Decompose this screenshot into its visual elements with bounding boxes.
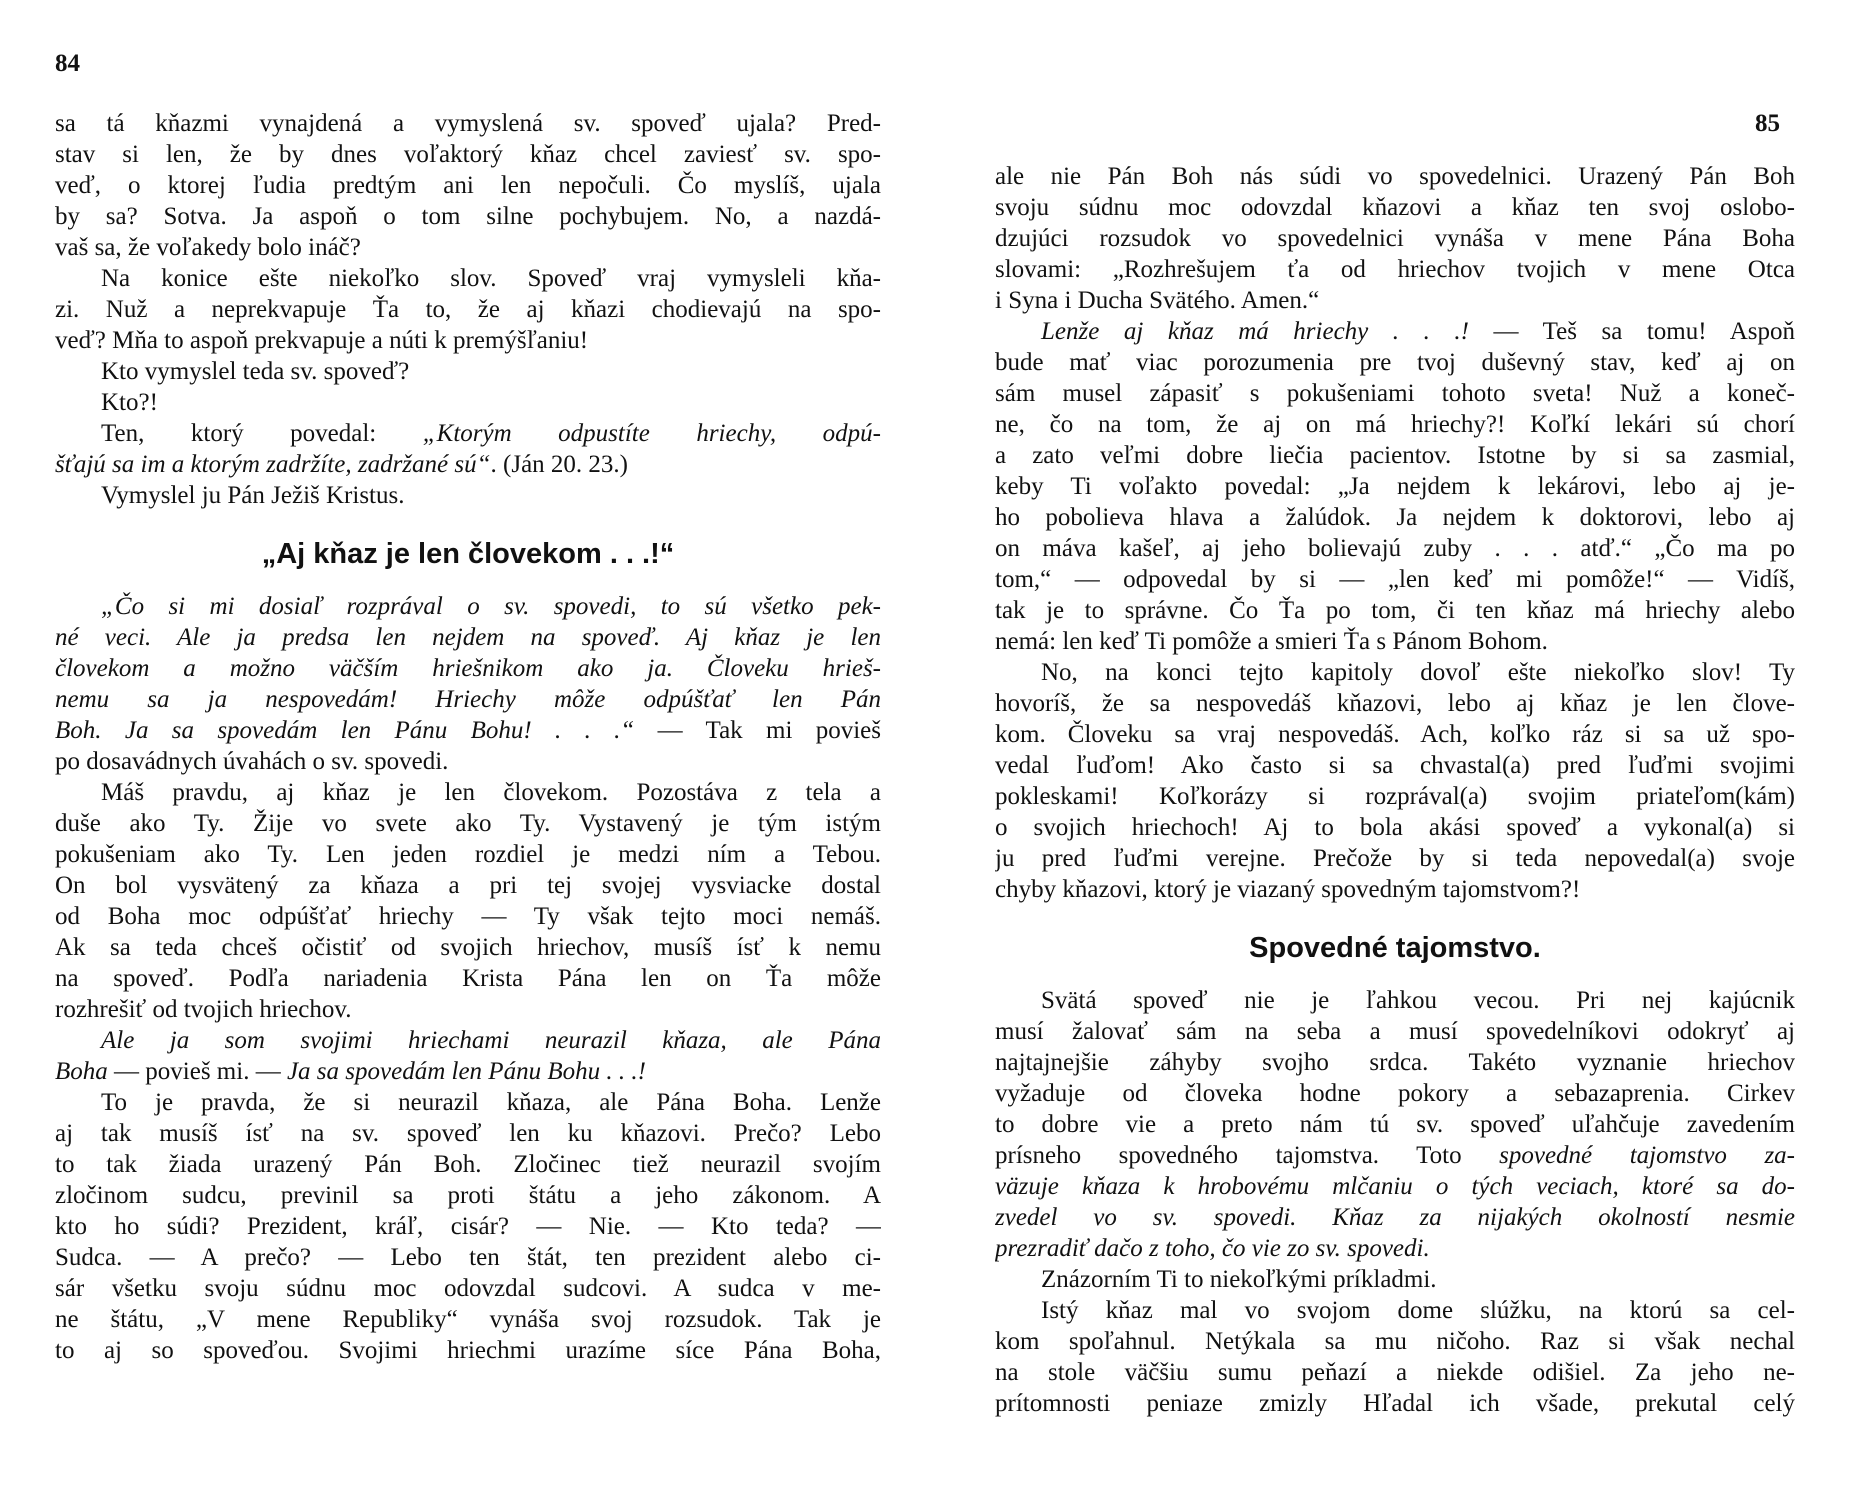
text-run: spovedné tajomstvo za- — [1499, 1142, 1795, 1169]
text-line: na spoveď. Podľa nariadenia Krista Pána len on Ťa môže — [55, 965, 881, 992]
text-line: svoju súdnu moc odovzdal kňazovi a kňaz ten svoj oslobo- — [995, 194, 1795, 221]
text-line: to aj so spoveďou. Svojimi hriechmi urazíme síce Pána Boha, — [55, 1337, 881, 1364]
text-line: né veci. Ale ja predsa len nejdem na spoveď. Aj kňaz je len — [55, 624, 881, 651]
section-heading: „Aj kňaz je len človekom . . .!“ — [261, 538, 675, 570]
text-run: Boh. Ja sa spovedám len Pánu Bohu! . . .“ — [55, 717, 635, 744]
text-line: Kto vymyslel teda sv. spoveď? — [101, 358, 410, 385]
text-line: to tak žiada urazený Pán Boh. Zločinec tiež neurazil svojím — [55, 1151, 881, 1178]
text-line — [55, 1056, 881, 1087]
text-run: — povieš mi. — — [107, 1058, 287, 1085]
text-line: hovoríš, že sa nespovedáš kňazovi, lebo aj kňaz je len člove- — [995, 690, 1795, 717]
text-line: ju pred ľuďmi verejne. Prečože by si teda nepovedal(a) svoje — [995, 845, 1795, 872]
text-line: od Boha moc odpúšťať hriechy — Ty však tejto moci nemáš. — [55, 903, 881, 930]
text-line: stav si len, že by dnes voľaktorý kňaz chcel zaviesť sv. spo- — [55, 141, 881, 168]
text-line: človekom a možno väčším hriešnikom ako ja. Človeku hrieš- — [55, 655, 881, 682]
text-line: Sudca. — A prečo? — Lebo ten štát, ten prezident alebo ci- — [55, 1244, 881, 1271]
text-line: tak je to správne. Čo Ťa po tom, či ten kňaz má hriechy alebo — [995, 597, 1795, 624]
text-line: na stole väčšiu sumu peňazí a niekde odišiel. Za jeho ne- — [995, 1359, 1795, 1386]
text-line: pokušeniam ako Ty. Len jeden rozdiel je medzi ním a Tebou. — [55, 841, 881, 868]
text-line: sár všetku svoju súdnu moc odovzdal sudcovi. A sudca v me- — [55, 1275, 881, 1302]
text-run: Boha — [55, 1058, 108, 1085]
text-line: aj tak musíš ísť na sv. spoveď len ku kňazovi. Prečo? Lebo — [55, 1120, 881, 1147]
text-line: Máš pravdu, aj kňaz je len človekom. Pozostáva z tela a — [101, 779, 881, 806]
text-line: Ale ja som svojimi hriechami neurazil kňaza, ale Pána — [101, 1027, 881, 1054]
bible-reference: . (Ján 20. 23.) — [490, 451, 628, 478]
text-line: veď, o ktorej ľudia predtým ani len nepočuli. Čo myslíš, ujala — [55, 172, 881, 199]
text-line — [55, 449, 881, 480]
text-line: ne štátu, „V mene Republiky“ vynáša svoj rozsudok. Tak je — [55, 1306, 881, 1333]
text-line: vedal ľuďom! Ako často si sa chvastal(a) pred ľuďmi svojimi — [995, 752, 1795, 779]
text-line: sám musel zápasiť s pokušeniami tohoto sveta! Nuž a koneč- — [995, 380, 1795, 407]
text-line: Vymyslel ju Pán Ježiš Kristus. — [101, 482, 405, 509]
text-line — [995, 1140, 1795, 1171]
text-line: tom,“ — odpovedal by si — „len keď mi pomôže!“ — Vidíš, — [995, 566, 1795, 593]
text-line: duše ako Ty. Žije vo svete ako Ty. Vystavený je tým istým — [55, 810, 881, 837]
text-line: i Syna i Ducha Svätého. Amen.“ — [995, 287, 1320, 314]
text-line: bude mať viac porozumenia pre tvoj duševný stav, keď aj on — [995, 349, 1795, 376]
text-line: kto ho súdi? Prezident, kráľ, cisár? — Nie. — Kto teda? — — [55, 1213, 881, 1240]
text-line: sa tá kňazmi vynajdená a vymyslená sv. spoveď ujala? Pred- — [55, 110, 881, 137]
text-line: To je pravda, že si neurazil kňaza, ale Pána Boha. Lenže — [101, 1089, 881, 1116]
text-line: po dosavádnych úvahách o sv. spovedi. — [55, 748, 449, 775]
bible-quote: šťajú sa im a ktorým zadržíte, zadržané sú“ — [55, 451, 491, 478]
text-line: zi. Nuž a neprekvapuje Ťa to, že aj kňazi chodievajú na spo- — [55, 296, 881, 323]
text-line: kom spoľahnul. Netýkala sa mu ničoho. Raz si však nechal — [995, 1328, 1795, 1355]
text-line: väzuje kňaza k hrobovému mlčaniu o tých veciach, ktoré sa do- — [995, 1173, 1795, 1200]
text-line: Ak sa teda chceš očistiť od svojich hriechov, musíš ísť k nemu — [55, 934, 881, 961]
section-heading: Spovedné tajomstvo. — [1249, 932, 1541, 964]
text-line: Istý kňaz mal vo svojom dome slúžku, na ktorú sa cel- — [1041, 1297, 1795, 1324]
right-page-text — [995, 161, 1795, 1419]
page-number: 84 — [55, 50, 80, 77]
text-line: musí žalovať sám na seba a musí spovedelníkovi odokryť aj — [995, 1018, 1795, 1045]
text-line: ho pobolieva hlava a žalúdok. Ja nejdem k doktorovi, lebo aj — [995, 504, 1795, 531]
text-line — [995, 316, 1795, 347]
bible-quote: „Ktorým odpustíte hriechy, odpú- — [422, 420, 881, 447]
text-line: by sa? Sotva. Ja aspoň o tom silne pochybujem. No, a nazdá- — [55, 203, 881, 230]
text-line: nemá: len keď Ti pomôže a smieri Ťa s Pánom Bohom. — [995, 628, 1548, 655]
text-run: Ten, ktorý povedal: — [101, 420, 423, 447]
text-line: keby Ti voľakto povedal: „Ja nejdem k lekárovi, lebo aj je- — [995, 473, 1795, 500]
text-run: — Teš sa tomu! Aspoň — [1468, 318, 1795, 345]
text-line: pokleskami! Koľkorázy si rozprával(a) svojim priateľom(kám) — [995, 783, 1795, 810]
text-line: a zato veľmi dobre liečia pacientov. Istotne by si sa zasmial, — [995, 442, 1795, 469]
left-page-text — [55, 108, 881, 1366]
text-line — [55, 715, 881, 746]
text-line: on máva kašeľ, aj jeho bolievajú zuby . . . atď.“ „Čo ma po — [995, 535, 1795, 562]
text-line: zvedel vo sv. spovedi. Kňaz za nijakých okolností nesmie — [995, 1204, 1795, 1231]
text-line: zločinom sudcu, previnil sa proti štátu a jeho zákonom. A — [55, 1182, 881, 1209]
text-line: ne, čo na tom, že aj on má hriechy?! Koľkí lekári sú chorí — [995, 411, 1795, 438]
text-line: o svojich hriechoch! Aj to bola akási spoveď a vykonal(a) si — [995, 814, 1795, 841]
text-line: vaš sa, že voľakedy bolo ináč? — [55, 234, 361, 261]
text-line: to dobre vie a preto nám tú sv. spoveď uľahčuje zavedením — [995, 1111, 1795, 1138]
text-line: Znázorním Ti to niekoľkými príkladmi. — [1041, 1266, 1437, 1293]
text-line: Svätá spoveď nie je ľahkou vecou. Pri nej kajúcnik — [1041, 987, 1795, 1014]
text-line: slovami: „Rozhrešujem ťa od hriechov tvojich v mene Otca — [995, 256, 1795, 283]
text-run: prísneho spovedného tajomstva. Toto — [995, 1142, 1500, 1169]
text-line: No, na konci tejto kapitoly dovoľ ešte niekoľko slov! Ty — [1041, 659, 1795, 686]
page-number: 85 — [1755, 110, 1780, 137]
text-line: Kto?! — [101, 389, 158, 416]
text-line: najtajnejšie záhyby svojho srdca. Takéto vyznanie hriechov — [995, 1049, 1795, 1076]
text-line: veď? Mňa to aspoň prekvapuje a núti k premýšľaniu! — [55, 327, 589, 354]
text-line: nemu sa ja nespovedám! Hriechy môže odpúšťať len Pán — [55, 686, 881, 713]
text-line: On bol vysvätený za kňaza a pri tej svojej vysviacke dostal — [55, 872, 881, 899]
text-line: dzujúci rozsudok vo spovedelnici vynáša v mene Pána Boha — [995, 225, 1795, 252]
text-line: prezradiť dačo z toho, čo vie zo sv. spovedi. — [995, 1235, 1430, 1262]
text-line: vyžaduje od človeka hodne pokory a sebazaprenia. Cirkev — [995, 1080, 1795, 1107]
text-line: prítomnosti peniaze zmizly Hľadal ich všade, prekutal celý — [995, 1390, 1795, 1417]
text-line: „Čo si mi dosiaľ rozprával o sv. spovedi, to sú všetko pek- — [101, 593, 881, 620]
text-line: chyby kňazovi, ktorý je viazaný spovedným tajomstvom?! — [995, 876, 1581, 903]
text-line: rozhrešiť od tvojich hriechov. — [55, 996, 352, 1023]
text-line — [55, 418, 881, 449]
text-line: ale nie Pán Boh nás súdi vo spovedelnici. Urazený Pán Boh — [995, 163, 1795, 190]
text-run: Ja sa spovedám len Pánu Bohu . . .! — [286, 1058, 646, 1085]
text-run: Lenže aj kňaz má hriechy . . .! — [1041, 318, 1469, 345]
text-run: — Tak mi povieš — [634, 717, 881, 744]
text-line: Na konice ešte niekoľko slov. Spoveď vraj vymysleli kňa- — [101, 265, 881, 292]
text-line: kom. Človeku sa vraj nespovedáš. Ach, koľko ráz si sa už spo- — [995, 721, 1795, 748]
